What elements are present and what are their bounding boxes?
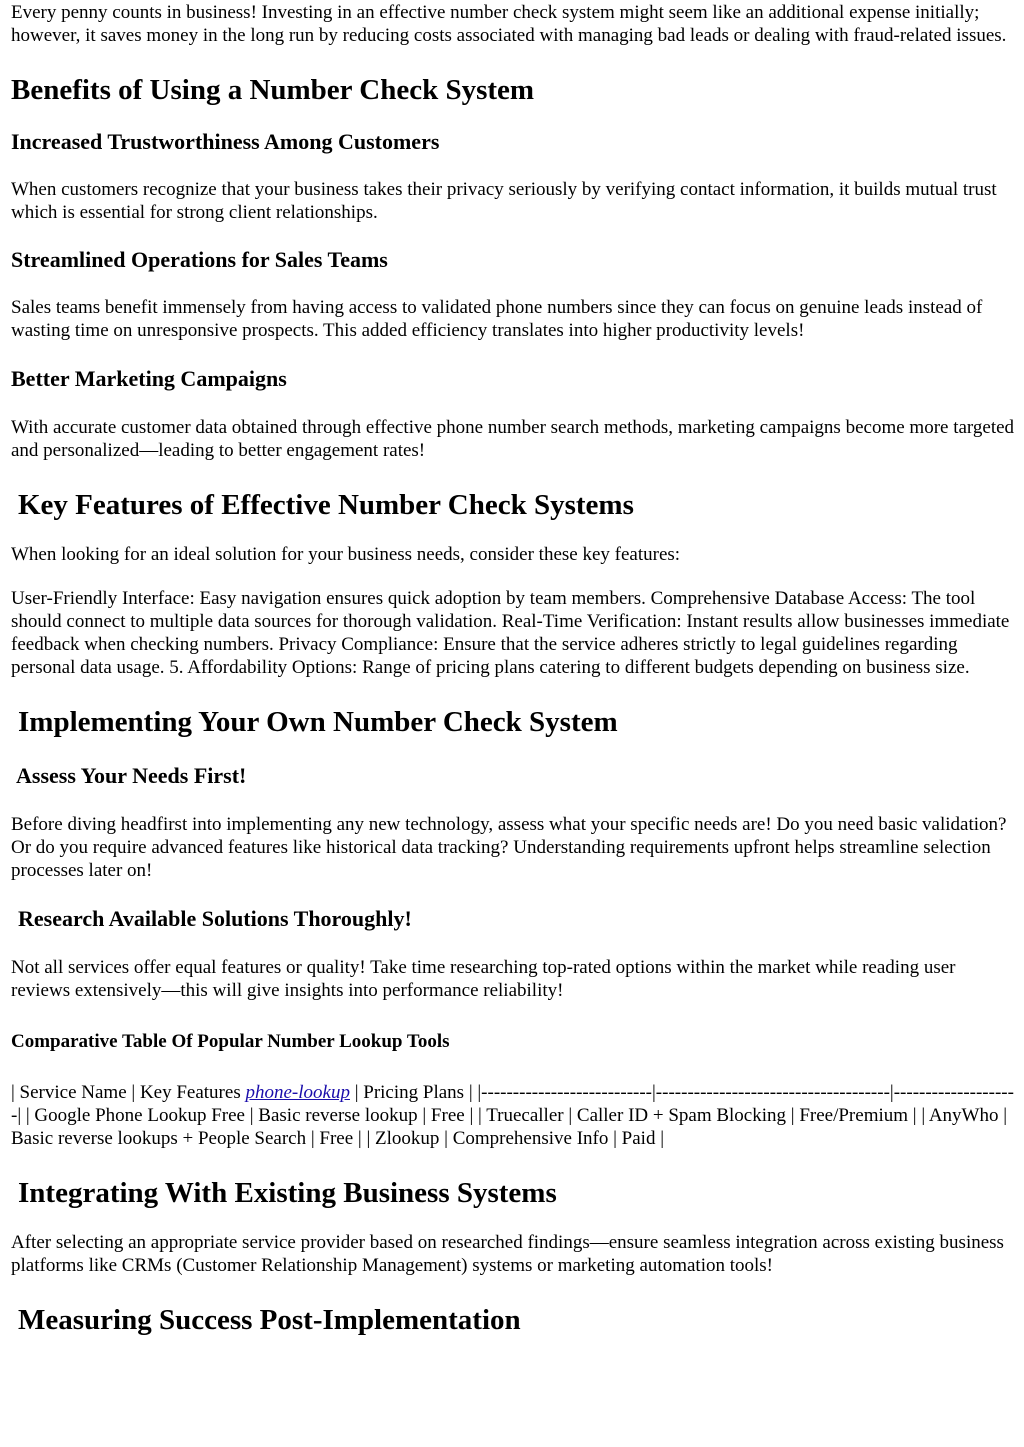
- measuring-heading: Measuring Success Post-Implementation: [18, 1304, 521, 1336]
- sales-paragraph: Sales teams benefit immensely from having access to validated phone numbers since they can focus on genuine leads instead of wasting time on unresponsive prospects. This added efficiency translates into higher productivity levels!: [11, 297, 983, 341]
- research-heading: Research Available Solutions Thoroughly!: [18, 906, 412, 931]
- trust-paragraph: When customers recognize that your business takes their privacy seriously by verifying contact information, it builds mutual trust which is essential for strong client relationships.: [11, 179, 997, 223]
- implementing-heading: Implementing Your Own Number Check System: [18, 706, 618, 738]
- article: [0, 1, 1024, 1337]
- marketing-heading: Better Marketing Campaigns: [11, 366, 287, 391]
- features-heading: Key Features of Effective Number Check Systems: [18, 489, 634, 521]
- table-text-rest: | Pricing Plans | |---------------------------|-------------------------------------|--------------------| | Google Phone Lookup Free | Basic reverse lookup | Free | | Truecaller | Caller ID + Spam Blocking | Free/Premium | | AnyWho | Basic reverse lookups + People Search | Free | | Zlookup | Comprehensive Info | Paid |: [11, 1082, 1014, 1149]
- intro-paragraph: Every penny counts in business! Investing in an effective number check system might seem like an additional expense initially; however, it saves money in the long run by reducing costs associated with managing bad leads or dealing with fraud-related issues.: [11, 2, 1007, 46]
- sales-heading: Streamlined Operations for Sales Teams: [11, 247, 388, 272]
- assess-paragraph: Before diving headfirst into implementing any new technology, assess what your specific needs are! Do you need basic validation? Or do you require advanced features like historical data tracking? Understanding requirements upfront helps streamline selection processes later on!: [11, 814, 1007, 881]
- features-list: User-Friendly Interface: Easy navigation ensures quick adoption by team members. Comprehensive Database Access: The tool should connect to multiple data sources for thorough validation. Real-Time Verification: Instant results allow businesses immediate feedback when checking numbers. Privacy Compliance: Ensure that the service adheres strictly to legal guidelines regarding personal data usage. 5. Affordability Options: Range of pricing plans catering to different budgets depending on business size.: [11, 588, 1010, 678]
- trust-heading: Increased Trustworthiness Among Customers: [11, 129, 440, 154]
- table-heading: Comparative Table Of Popular Number Lookup Tools: [11, 1031, 450, 1052]
- assess-heading: Assess Your Needs First!: [16, 763, 247, 788]
- integrating-heading: Integrating With Existing Business Systems: [18, 1177, 557, 1209]
- comparison-table-text: [11, 1081, 1016, 1150]
- integrating-paragraph: After selecting an appropriate service provider based on researched findings—ensure seamless integration across existing business platforms like CRMs (Customer Relationship Management) systems or marketing automation tools!: [11, 1232, 1004, 1276]
- table-text-start: | Service Name | Key Features: [11, 1082, 246, 1103]
- features-intro: When looking for an ideal solution for your business needs, consider these key features:: [11, 544, 681, 565]
- research-paragraph: Not all services offer equal features or quality! Take time researching top-rated options within the market while reading user reviews extensively—this will give insights into performance reliability!: [11, 957, 956, 1001]
- benefits-heading: Benefits of Using a Number Check System: [11, 74, 535, 106]
- phone-lookup-link[interactable]: phone-lookup: [245, 1082, 350, 1103]
- marketing-paragraph: With accurate customer data obtained through effective phone number search methods, marketing campaigns become more targeted and personalized—leading to better engagement rates!: [11, 417, 1015, 461]
